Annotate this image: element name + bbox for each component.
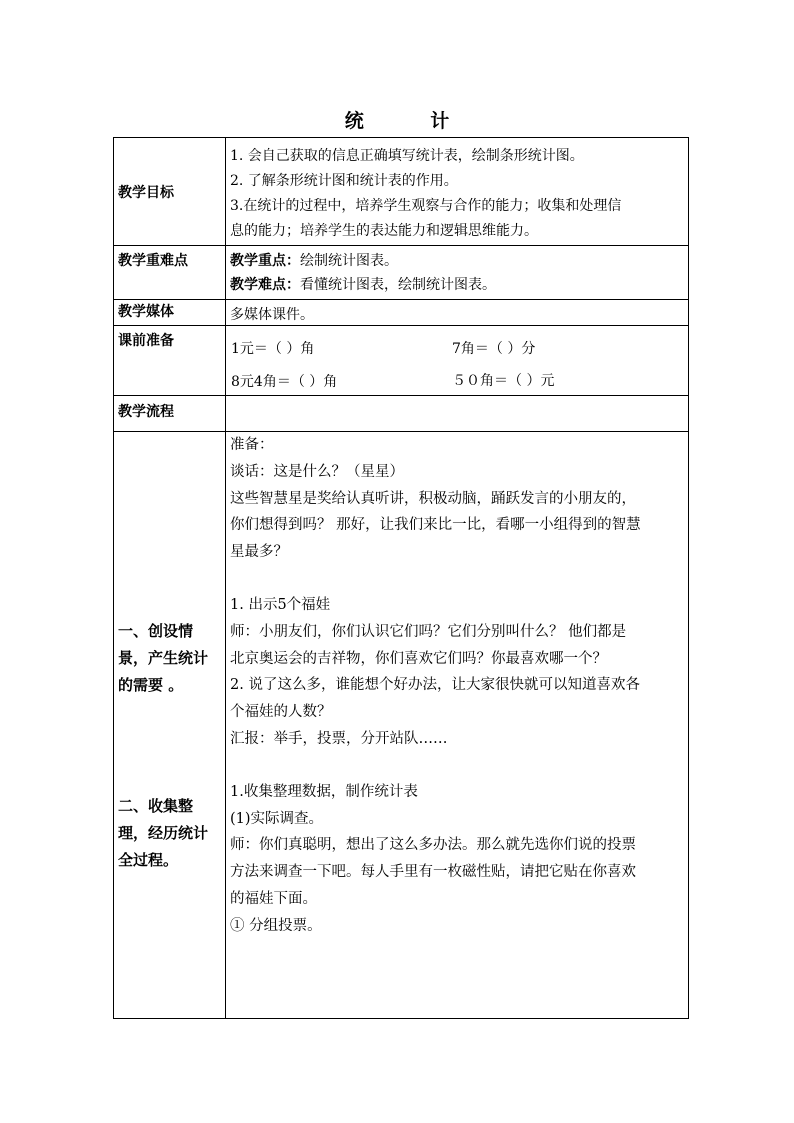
process-line: 准备： — [230, 437, 274, 453]
process-line: 师：你们真聪明，想出了这么多办法。那么就先选你们说的投票 — [230, 837, 636, 854]
key-points-row — [114, 246, 689, 300]
process-line: 个福娃的人数？ — [230, 704, 332, 721]
goals-content — [226, 138, 689, 246]
process-line: 2. 说了这么多，谁能想个好办法，让大家很快就可以知道喜欢各 — [230, 677, 640, 694]
prep-label: 课前准备 — [114, 326, 226, 396]
process-line: 师：小朋友们，你们认识它们吗？它们分别叫什么？ 他们都是 — [230, 623, 627, 640]
key-points-label: 教学重难点 — [114, 246, 226, 300]
key-difficulty-label: 教学难点： — [230, 277, 300, 293]
prep-question: ５０角＝（ ）元 — [452, 373, 555, 389]
prep-content — [226, 326, 689, 396]
goal-item: 2. 了解条形统计图和统计表的作用。 — [230, 173, 458, 189]
process-line: 这些智慧星是奖给认真听讲，积极动脑，踊跃发言的小朋友的， — [230, 490, 636, 507]
process-content — [226, 432, 689, 1019]
media-label: 教学媒体 — [114, 300, 226, 326]
prep-question: 7角＝（ ）分 — [452, 341, 536, 357]
process-line: 你们想得到吗？ 那好，让我们来比一比，看哪一小组得到的智慧 — [230, 517, 641, 534]
spacer — [230, 753, 684, 779]
process-line: 1. 出示5个福娃 — [230, 596, 331, 613]
process-line: 星最多？ — [230, 544, 288, 561]
goals-row — [114, 138, 689, 246]
goal-item: 3.在统计的过程中，培养学生观察与合作的能力；收集和处理信 — [230, 198, 622, 214]
process-line: 方法来调查一下吧。每人手里有一枚磁性贴，请把它贴在你喜欢 — [230, 864, 636, 881]
spacer — [230, 566, 684, 592]
flow-row — [114, 396, 689, 432]
process-row — [114, 432, 689, 1019]
goals-label: 教学目标 — [114, 138, 226, 246]
process-line: ① 分组投票。 — [230, 917, 322, 934]
key-points-content — [226, 246, 689, 300]
process-line: (1)实际调查。 — [230, 810, 324, 827]
key-focus-label: 教学重点： — [230, 253, 300, 269]
goal-item: 息的能力；培养学生的表达能力和逻辑思维能力。 — [230, 223, 538, 239]
process-line: 1.收集整理数据，制作统计表 — [230, 783, 418, 800]
section1-label: 一、创设情景，产生统计的需要 。 — [118, 622, 209, 694]
prep-question: 1元＝（ ）角 — [231, 341, 315, 357]
flow-label: 教学流程 — [114, 396, 226, 432]
process-line: 的福娃下面。 — [230, 890, 317, 907]
key-difficulty-text: 看懂统计图表，绘制统计图表。 — [300, 277, 496, 293]
process-line: 谈话：这是什么？（星星） — [230, 463, 404, 480]
key-focus-line — [230, 249, 684, 273]
media-row — [114, 300, 689, 326]
process-labels-box — [114, 432, 225, 1018]
media-text: 多媒体课件。 — [226, 300, 689, 326]
prep-questions — [226, 326, 688, 394]
process-line: 北京奥运会的吉祥物，你们喜欢它们吗？你最喜欢哪一个？ — [230, 650, 607, 667]
goal-item: 1. 会自己获取的信息正确填写统计表，绘制条形统计图。 — [230, 148, 584, 164]
prep-question: 8元4角＝（ ）角 — [231, 374, 338, 390]
key-focus-text: 绘制统计图表。 — [300, 253, 398, 269]
lesson-plan-table — [113, 137, 689, 1019]
page-title: 统 计 — [344, 110, 480, 132]
section2-label: 二、收集整理，经历统计全过程。 — [118, 797, 209, 869]
process-labels — [114, 432, 226, 1019]
flow-content — [226, 396, 689, 432]
prep-row — [114, 326, 689, 396]
process-line: 汇报：举手，投票，分开站队…… — [230, 730, 448, 747]
key-difficulty-line — [230, 273, 684, 297]
